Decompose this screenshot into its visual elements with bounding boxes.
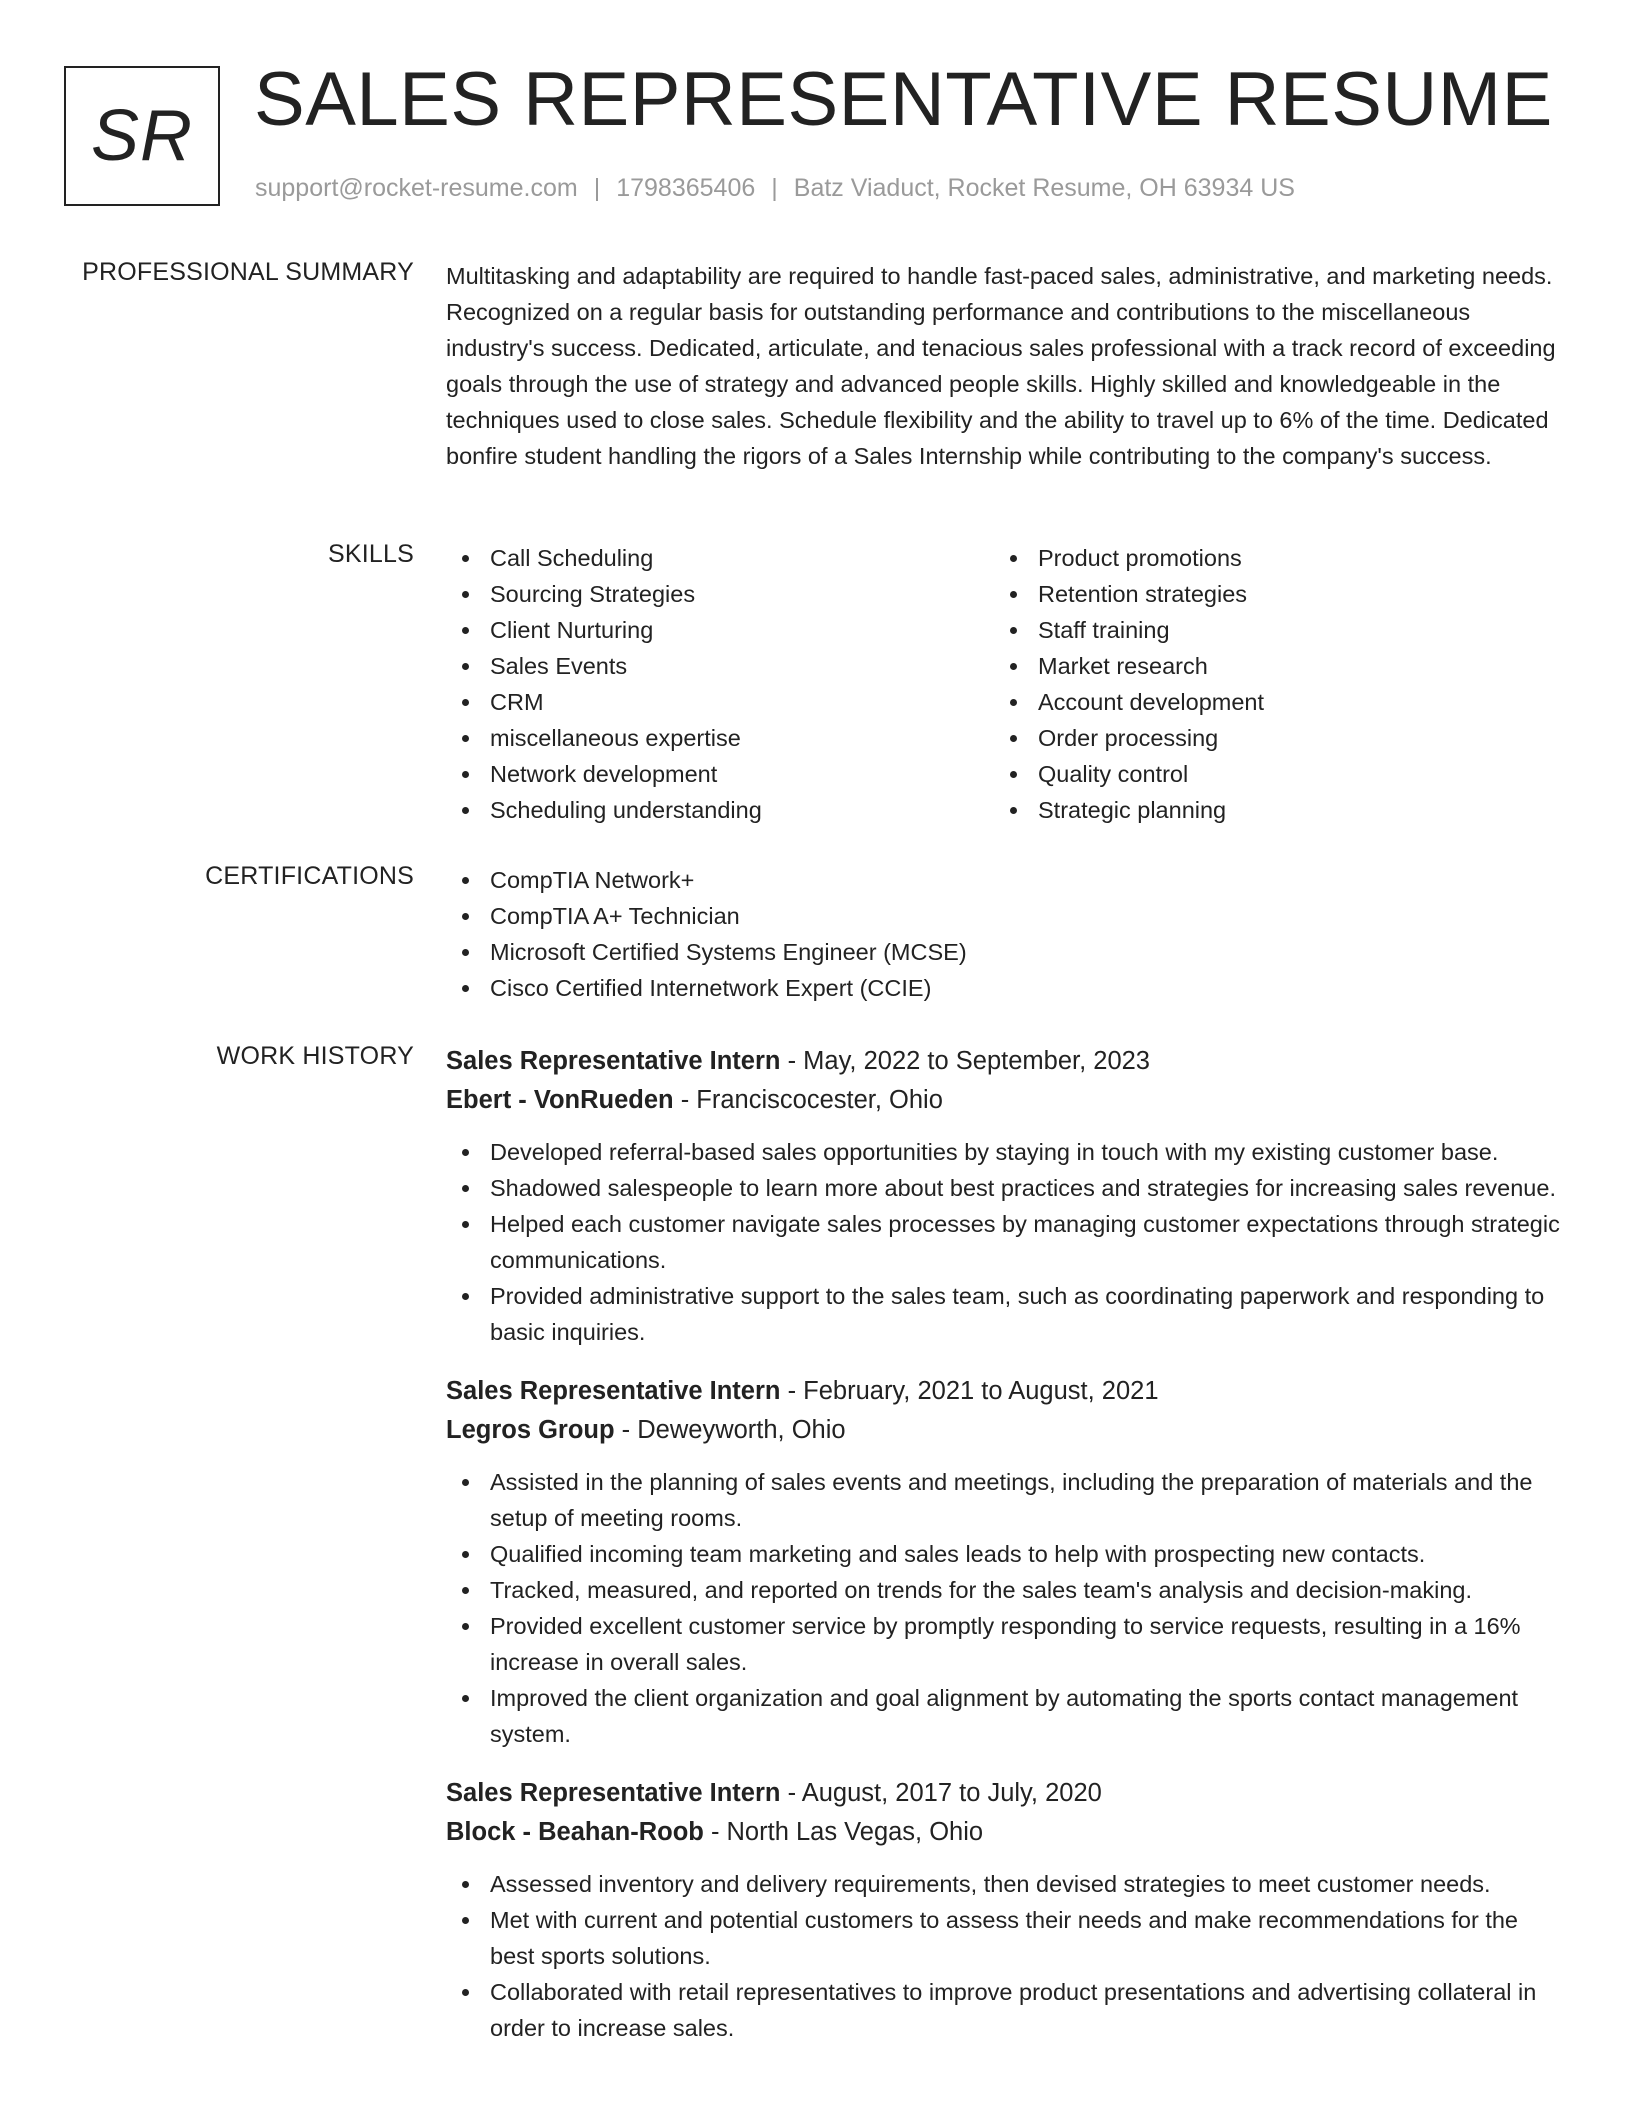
- skill-item: CRM: [446, 684, 994, 720]
- work-history-label: WORK HISTORY: [216, 1042, 414, 1070]
- summary-text: Multitasking and adaptability are required to handle fast-paced sales, administrative, and marketing needs. Recognized on a regular basis for outstanding performance and contributions to the miscellaneous industry's success. Dedicated, articulate, and tenacious sales professional with a track record of exceeding goals through the use of strategy and advanced people skills. Highly skilled and knowledgeable in the techniques used to close sales. Schedule flexibility and the ability to travel up to 6% of the time. Dedicated bonfire student handling the rigors of a Sales Internship while contributing to the company's success.: [446, 263, 1556, 469]
- job-duty-item: Shadowed salespeople to learn more about best practices and strategies for increasing sales revenue.: [446, 1170, 1566, 1206]
- skill-item: Market research: [994, 648, 1542, 684]
- job-title-line: [446, 1774, 1566, 1813]
- skill-item: Network development: [446, 756, 994, 792]
- job-duties-list: [446, 1134, 1566, 1350]
- contact-phone[interactable]: 1798365406: [616, 174, 756, 202]
- skill-item: Sourcing Strategies: [446, 576, 994, 612]
- job-company: Block - Beahan-Roob: [446, 1818, 704, 1846]
- initials-text: SR: [90, 96, 194, 176]
- job-location: - Deweyworth, Ohio: [614, 1416, 846, 1444]
- job-company-line: [446, 1081, 1566, 1120]
- skill-item: Product promotions: [994, 540, 1542, 576]
- job-dates: - August, 2017 to July, 2020: [780, 1779, 1102, 1807]
- job-location: - North Las Vegas, Ohio: [703, 1818, 984, 1846]
- skills-right-list: [994, 540, 1542, 828]
- job-duty-item: Met with current and potential customers to assess their needs and make recommendations for the best sports solutions.: [446, 1902, 1566, 1974]
- job-duties-list: [446, 1866, 1566, 2046]
- skill-item: Sales Events: [446, 648, 994, 684]
- job-title: Sales Representative Intern: [446, 1779, 781, 1807]
- job-company: Legros Group: [446, 1416, 615, 1444]
- skill-item: Strategic planning: [994, 792, 1542, 828]
- job-entry: [446, 1042, 1566, 1350]
- certifications-label: CERTIFICATIONS: [205, 862, 414, 890]
- skill-item: Account development: [994, 684, 1542, 720]
- job-duty-item: Provided excellent customer service by promptly responding to service requests, resulting in a 16% increase in overall sales.: [446, 1608, 1566, 1680]
- job-title-line: [446, 1372, 1566, 1411]
- contact-line: [255, 174, 1295, 203]
- skill-item: Scheduling understanding: [446, 792, 994, 828]
- job-duty-item: Improved the client organization and goal alignment by automating the sports contact management system.: [446, 1680, 1566, 1752]
- skills-label: SKILLS: [328, 540, 414, 568]
- skill-item: Quality control: [994, 756, 1542, 792]
- skills-body: [446, 540, 1566, 828]
- skill-item: Client Nurturing: [446, 612, 994, 648]
- summary-body: [446, 258, 1566, 474]
- job-dates: - February, 2021 to August, 2021: [780, 1377, 1159, 1405]
- work-history-body: [446, 1042, 1566, 2068]
- certification-item: CompTIA A+ Technician: [446, 898, 1566, 934]
- job-duty-item: Collaborated with retail representatives to improve product presentations and advertising collateral in order to increase sales.: [446, 1974, 1566, 2046]
- contact-address: Batz Viaduct, Rocket Resume, OH 63934 US: [793, 174, 1295, 202]
- initials-monogram: [64, 66, 220, 206]
- resume-title: SALES REPRESENTATIVE RESUME: [254, 57, 1553, 142]
- job-duty-item: Assessed inventory and delivery requirements, then devised strategies to meet customer needs.: [446, 1866, 1566, 1902]
- contact-email[interactable]: support@rocket-resume.com: [255, 174, 578, 202]
- job-duty-item: Tracked, measured, and reported on trends for the sales team's analysis and decision-making.: [446, 1572, 1566, 1608]
- skill-item: miscellaneous expertise: [446, 720, 994, 756]
- certification-item: Microsoft Certified Systems Engineer (MCSE): [446, 934, 1566, 970]
- skill-item: Retention strategies: [994, 576, 1542, 612]
- certification-item: Cisco Certified Internetwork Expert (CCIE): [446, 970, 1566, 1006]
- job-company-line: [446, 1813, 1566, 1852]
- job-title-line: [446, 1042, 1566, 1081]
- job-company: Ebert - VonRueden: [446, 1086, 674, 1114]
- certifications-body: [446, 862, 1566, 1006]
- skill-item: Call Scheduling: [446, 540, 994, 576]
- contact-separator: |: [771, 174, 778, 202]
- summary-label: PROFESSIONAL SUMMARY: [82, 258, 414, 286]
- job-dates: - May, 2022 to September, 2023: [780, 1047, 1150, 1075]
- skill-item: Staff training: [994, 612, 1542, 648]
- certifications-list: [446, 862, 1566, 1006]
- job-duty-item: Provided administrative support to the sales team, such as coordinating paperwork and responding to basic inquiries.: [446, 1278, 1566, 1350]
- job-duty-item: Developed referral-based sales opportunities by staying in touch with my existing customer base.: [446, 1134, 1566, 1170]
- job-duty-item: Assisted in the planning of sales events and meetings, including the preparation of materials and the setup of meeting rooms.: [446, 1464, 1566, 1536]
- job-company-line: [446, 1411, 1566, 1450]
- contact-separator: |: [593, 174, 601, 202]
- job-location: - Franciscocester, Ohio: [673, 1086, 943, 1114]
- job-entry: [446, 1774, 1566, 2046]
- job-title: Sales Representative Intern: [446, 1047, 781, 1075]
- job-duties-list: [446, 1464, 1566, 1752]
- job-title: Sales Representative Intern: [446, 1377, 781, 1405]
- job-duty-item: Qualified incoming team marketing and sales leads to help with prospecting new contacts.: [446, 1536, 1566, 1572]
- certification-item: CompTIA Network+: [446, 862, 1566, 898]
- skill-item: Order processing: [994, 720, 1542, 756]
- job-duty-item: Helped each customer navigate sales processes by managing customer expectations through strategic communications.: [446, 1206, 1566, 1278]
- skills-left-list: [446, 540, 994, 828]
- job-entry: [446, 1372, 1566, 1752]
